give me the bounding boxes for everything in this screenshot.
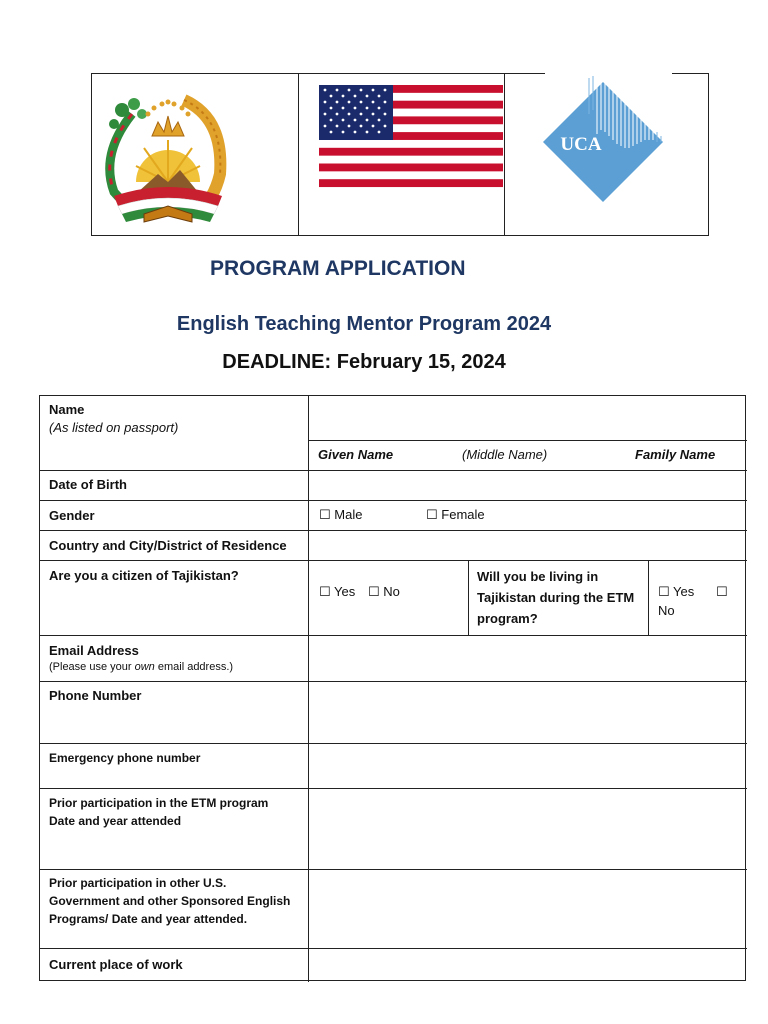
female-label: Female (441, 507, 485, 522)
email-input[interactable] (310, 636, 746, 680)
male-label: Male (334, 507, 363, 522)
name-subdivider (308, 440, 747, 441)
email-hint: (Please use your own email address.) (49, 661, 234, 673)
gender-female-option[interactable] (426, 507, 485, 523)
logo-cell-uca (504, 74, 709, 235)
name-label-cell (49, 401, 304, 437)
border-gap (545, 72, 672, 76)
citizen-divider (468, 560, 469, 635)
living-yes-checkbox[interactable]: ☐ (658, 585, 670, 600)
phone-label: Phone Number (49, 688, 142, 703)
living-divider (648, 560, 649, 635)
tajikistan-emblem-icon (92, 74, 298, 235)
phone-input[interactable] (310, 682, 746, 742)
residence-label: Country and City/District of Residence (49, 538, 287, 553)
living-no-label: No (658, 603, 675, 618)
living-yes-label: Yes (673, 584, 695, 599)
gender-male-option[interactable] (319, 507, 362, 523)
citizen-yes-option[interactable] (319, 584, 355, 600)
dob-label: Date of Birth (49, 477, 127, 492)
living-question: Will you be living in Tajikistan during the ETM program? (477, 569, 635, 626)
citizen-no-option[interactable] (368, 584, 400, 600)
prior-other-label: Prior participation in other U.S. Government and other Sponsored English Programs/ Date and year attended. (49, 876, 291, 926)
emergency-label: Emergency phone number (49, 751, 201, 765)
dob-input[interactable] (310, 471, 746, 499)
logo-cell-flag (298, 74, 504, 235)
page-title: PROGRAM APPLICATION (210, 257, 466, 280)
given-name-caption: Given Name (318, 447, 394, 462)
gender-label: Gender (49, 508, 95, 523)
workplace-label: Current place of work (49, 957, 183, 972)
living-yes-option[interactable] (658, 584, 694, 600)
family-name-caption: Family Name (635, 447, 716, 462)
citizen-no-checkbox[interactable]: ☐ (368, 585, 380, 600)
column-divider (308, 396, 309, 982)
uca-text: UCA (560, 134, 602, 155)
name-label: Name (49, 402, 85, 417)
citizen-label: Are you a citizen of Tajikistan? (49, 568, 239, 583)
email-label: Email Address (49, 643, 139, 658)
name-hint: (As listed on passport) (49, 420, 179, 435)
citizen-yes-label: Yes (334, 584, 356, 599)
row-line (40, 560, 747, 561)
residence-input[interactable] (310, 531, 746, 559)
workplace-input[interactable] (310, 949, 746, 980)
deadline: DEADLINE: February 15, 2024 (222, 351, 506, 373)
name-input[interactable] (310, 398, 746, 439)
email-label-cell (49, 642, 304, 674)
male-checkbox[interactable]: ☐ (319, 508, 331, 523)
prior-other-input[interactable] (310, 870, 746, 947)
logo-cell-emblem (92, 74, 298, 235)
female-checkbox[interactable]: ☐ (426, 508, 438, 523)
prior-etm-input[interactable] (310, 789, 746, 868)
row-line (40, 500, 747, 501)
us-flag-icon (299, 74, 505, 235)
citizen-yes-checkbox[interactable]: ☐ (319, 585, 331, 600)
middle-name-caption: (Middle Name) (462, 447, 548, 462)
prior-etm-label: Prior participation in the ETM program Date and year attended (49, 796, 269, 828)
application-form (39, 395, 746, 981)
living-no-checkbox-cell[interactable] (716, 584, 728, 600)
uca-logo-icon (505, 74, 709, 235)
logo-strip (91, 73, 709, 236)
program-name: English Teaching Mentor Program 2024 (176, 313, 552, 335)
living-no-checkbox[interactable]: ☐ (716, 585, 728, 600)
emergency-input[interactable] (310, 744, 746, 787)
citizen-no-label: No (383, 584, 400, 599)
